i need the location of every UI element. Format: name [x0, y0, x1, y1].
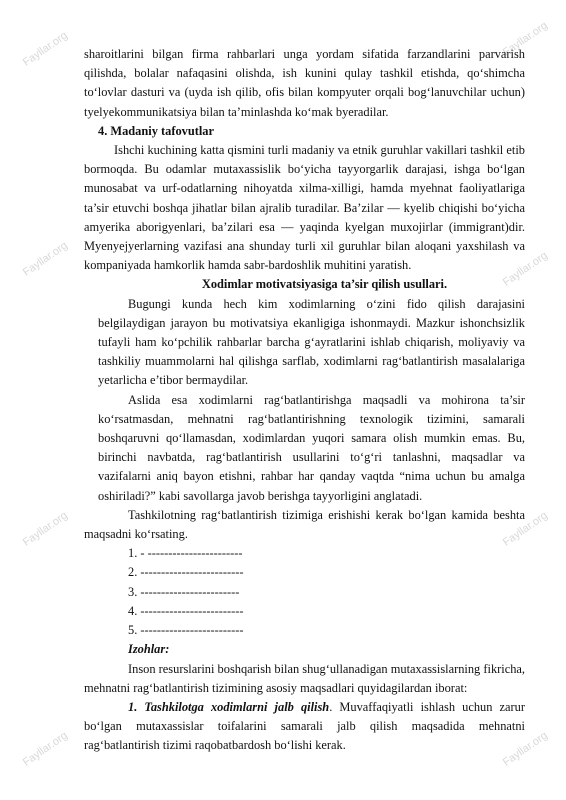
watermark: Fayllar.org — [500, 249, 550, 289]
watermark: Fayllar.org — [20, 729, 70, 769]
list-item: 2. ------------------------- — [128, 565, 244, 580]
paragraph-1: sharoitlarini bilgan firma rahbarlari unga yordam sifatida farzandlarini parvarish qilishda, bolalar nafaqasini olishda, ish kunini qulay tashkil etishda, qo‘shimcha to‘lovlar dasturi va (uyda ish qilib, ofis bilan kompyuter orqali bog‘lanuvchilar uchun) tyelyekommunikatsiya bilan ta’minlashda ko‘mak byeradilar. — [84, 47, 525, 119]
notes-heading: Izohlar: — [128, 642, 170, 657]
goal-1-text: . Muvaffaqiyatli ishlash uchun zarur bo‘lgan mutaxassislar toifalarini samarali jalb qilish maqsadida mehnatni rag‘batlantirish tizimi raqobatbardosh bo‘lishi kerak. — [84, 699, 525, 753]
list-item: 4. ------------------------- — [128, 603, 244, 618]
section-heading-motivation: Xodimlar motivatsiyasiga ta’sir qilish usullari. — [201, 277, 448, 292]
paragraph-2: Ishchi kuchining katta qismini turli madaniy va etnik guruhlar vakillari tashkil etib bormoqda. Bu odamlar mutaxassislik bo‘yicha tayyorgarlik darajasi, ishga bo‘lgan munosabat va urf-odatlarning nihoyatda xilma-xilligi, hamda myehnat faoliyatlariga ta’sir etuvchi boshqa jihatlar bilan ajralib turadilar. Ba’zilar — kyelib chiqishi bo‘yicha amyerika aborigyenlari, ba’zilari esa — yaqinda kyelgan muxojirlar (immigrant)dir. Myenyejyerlarning vazifasi ana shunday turli xil guruhlar bilan aloqani yaxshilash va kompaniyada hamkorlik hamda sabr-bardoshlik muhitini yaratish. — [84, 143, 525, 273]
paragraph-4: Aslida esa xodimlarni rag‘batlantirishga maqsadli va mohirona ta’sir ko‘rsatmasdan, mehnatni rag‘batlantirishning texnologik tizimini, samarali boshqaruvni qo‘llamasdan, xodimlardan yuqori samara olish mumkin emas. Bu, birinchi navbatda, rag‘batlantirish usullarini to‘g‘ri tanlashni, maqsadlar va vazifalarni aniq bayon etishni, rahbar har qanday vaqtda “nima uchun bu amalga oshiriladi?” kabi savollarga javob berishga tayyorligini anglatadi. — [98, 392, 525, 503]
section-heading-cultural-differences: 4. Madaniy tafovutlar — [98, 123, 214, 138]
watermark: Fayllar.org — [20, 509, 70, 549]
watermark: Fayllar.org — [500, 19, 550, 59]
watermark: Fayllar.org — [20, 239, 70, 279]
list-item: 3. ------------------------ — [128, 584, 240, 599]
goal-1-title: 1. Tashkilotga xodimlarni jalb qilish — [128, 699, 330, 714]
watermark: Fayllar.org — [500, 509, 550, 549]
watermark: Fayllar.org — [500, 729, 550, 769]
list-item: 5. ------------------------- — [128, 623, 244, 638]
indented-block — [84, 295, 525, 506]
watermark: Fayllar.org — [20, 29, 70, 69]
list-item: 1. - ----------------------- — [128, 546, 243, 561]
document-body — [84, 45, 525, 756]
paragraph-7 — [84, 698, 525, 756]
paragraph-6: Inson resurslarini boshqarish bilan shug‘ullanadigan mutaxassislarning fikricha, mehnatni rag‘batlantirish tizimining asosiy maqsadlari quyidagilardan iborat: — [84, 661, 525, 695]
goals-list — [84, 544, 525, 640]
paragraph-3: Bugungi kunda hech kim xodimlarning o‘zini fido qilish darajasini belgilaydigan jarayon bu motivatsiya ekanligiga ishonmaydi. Mazkur ishonchsizlik tufayli ham ko‘pchilik rahbarlar barcha g‘ayratlarini ishlab chiqarish, moliyaviy va tashkiliy muammolarni hal qilishga sarflab, xodimlarni rag‘batlantirish masalalariga yetarlicha e’tibor bermaydilar. — [98, 296, 525, 388]
paragraph-5: Tashkilotning rag‘batlantirish tizimiga erishishi kerak bo‘lgan kamida beshta maqsadni ko‘rsating. — [84, 507, 525, 542]
